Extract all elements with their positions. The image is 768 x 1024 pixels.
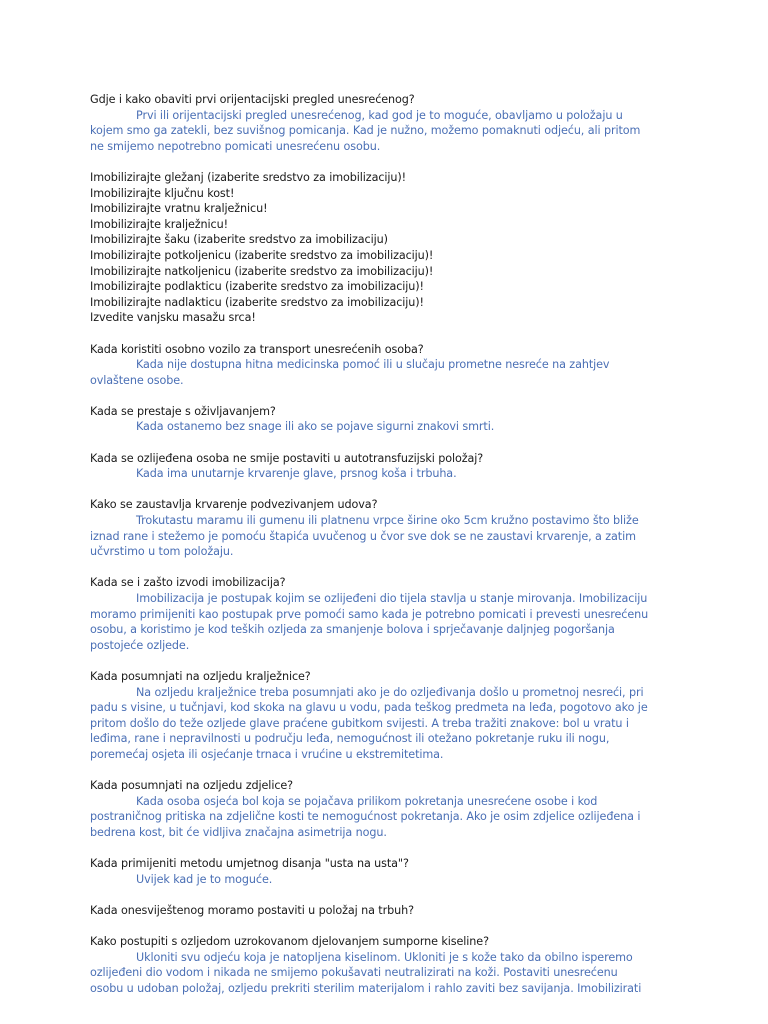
spacer	[90, 560, 650, 576]
question-stop-resuscitation: Kada se prestaje s oživljavanjem?	[90, 404, 276, 418]
instruction-list	[90, 170, 650, 326]
instruction-item: Imobilizirajte kralježnicu!	[90, 217, 228, 231]
answer-sulfuric-acid: Ukloniti svu odjeću koja je natopljena kiselinom. Ukloniti je s kože tako da obilno isperemo ozlijeđeni dio vodom i nikada ne smijemo pokušavati neutralizirati na koži. Postaviti unesrećenu osobu u udoban položaj, ozljedu prekriti sterilim materijalom i rahlo zaviti bez savijanja. Imobilizirati	[90, 950, 642, 995]
spacer	[90, 763, 650, 779]
spacer	[90, 841, 650, 857]
answer-mouth-to-mouth: Uvijek kad je to moguće.	[136, 872, 273, 886]
spacer	[90, 653, 650, 669]
question-mouth-to-mouth: Kada primijeniti metodu umjetnog disanja "usta na usta"?	[90, 857, 409, 871]
instruction-item: Imobilizirajte vratnu kralježnicu!	[90, 202, 268, 216]
instruction-item: Imobilizirajte gležanj (izaberite sredstvo za imobilizaciju)!	[90, 170, 407, 184]
answer-pelvis-injury: Kada osoba osjeća bol koja se pojačava prilikom pokretanja unesrećene osobe i kod postraničnog pritiska na zdjelične kosti te nemogućnost pokretanja. Ako je osim zdjelice ozlijeđena i bedrena kost, bit će vidljiva značajna asimetrija nogu.	[90, 794, 641, 839]
question-prone-position: Kada onesviještenog moramo postaviti u položaj na trbuh?	[90, 903, 414, 917]
question-tourniquet: Kako se zaustavlja krvarenje podvezivanjem udova?	[90, 498, 378, 512]
question-autotransfusion: Kada se ozlijeđena osoba ne smije postaviti u autotransfuzijski položaj?	[90, 451, 484, 465]
question-spine-injury: Kada posumnjati na ozljedu kralježnice?	[90, 669, 311, 683]
document-page	[90, 92, 650, 996]
question-immobilization: Kada se i zašto izvodi imobilizacija?	[90, 576, 286, 590]
spacer	[90, 388, 650, 404]
spacer	[90, 887, 650, 903]
answer-stop-resuscitation: Kada ostanemo bez snage ili ako se pojave sigurni znakovi smrti.	[136, 420, 495, 434]
instruction-item: Imobilizirajte podlakticu (izaberite sredstvo za imobilizaciju)!	[90, 280, 424, 294]
instruction-item: Imobilizirajte potkoljenicu (izaberite sredstvo za imobilizaciju)!	[90, 248, 434, 262]
instruction-item: Imobilizirajte šaku (izaberite sredstvo za imobilizaciju)	[90, 233, 388, 247]
question-private-vehicle: Kada koristiti osobno vozilo za transport unesrećenih osoba?	[90, 342, 424, 356]
answer-private-vehicle: Kada nije dostupna hitna medicinska pomoć ili u slučaju prometne nesreće na zahtjev ovlaštene osobe.	[90, 358, 610, 387]
spacer	[90, 435, 650, 451]
answer-immobilization: Imobilizacija je postupak kojim se ozlijeđeni dio tijela stavlja u stanje mirovanja. Imobilizaciju moramo primijeniti kao postupak prve pomoći samo kada je potrebno pomicati i prevesti unesrećenu osobu, a koristimo je kod teških ozljeda za smanjenje bolova i sprječavanje daljnjeg pogoršanja postojeće ozljede.	[90, 592, 649, 652]
answer-first-exam: Prvi ili orijentacijski pregled unesrećenog, kad god je to moguće, obavljamo u položaju u kojem smo ga zatekli, bez suvišnog pomicanja. Kad je nužno, možemo pomaknuti odjeću, ali pritom ne smijemo nepotrebno pomicati unesrećenu osobu.	[90, 108, 641, 153]
spacer	[90, 326, 650, 342]
question-sulfuric-acid: Kako postupiti s ozljedom uzrokovanom djelovanjem sumporne kiseline?	[90, 935, 489, 949]
question-pelvis-injury: Kada posumnjati na ozljedu zdjelice?	[90, 779, 293, 793]
spacer	[90, 918, 650, 934]
instruction-item: Izvedite vanjsku masažu srca!	[90, 311, 256, 325]
spacer	[90, 154, 650, 170]
question-first-exam: Gdje i kako obaviti prvi orijentacijski pregled unesrećenog?	[90, 93, 415, 106]
instruction-item: Imobilizirajte ključnu kost!	[90, 186, 235, 200]
instruction-item: Imobilizirajte nadlakticu (izaberite sredstvo za imobilizaciju)!	[90, 295, 424, 309]
instruction-item: Imobilizirajte natkoljenicu (izaberite sredstvo za imobilizaciju)!	[90, 264, 434, 278]
answer-spine-injury: Na ozljedu kralježnice treba posumnjati ako je do ozljeđivanja došlo u prometnoj nesreći, pri padu s visine, u tučnjavi, kod skoka na glavu u vodu, pada teškog predmeta na leđa, pogotovo ako je pritom došlo do teže ozljede glave praćene gubitkom svijesti. A treba tražiti znakove: bol u vratu i leđima, rane i nepravilnosti u području leđa, nemogućnost ili otežano pokretanje ruku ili nogu, poremećaj osjeta ili osjećanje trnaca i vrućine u ekstremitetima.	[90, 685, 648, 761]
spacer	[90, 482, 650, 498]
answer-tourniquet: Trokutastu maramu ili gumenu ili platnenu vrpce širine oko 5cm kružno postavimo što bliže iznad rane i stežemo je pomoću štapića uvučenog u čvor sve dok se ne zaustavi krvarenje, a zatim učvrstimo u tom položaju.	[90, 514, 639, 559]
answer-autotransfusion: Kada ima unutarnje krvarenje glave, prsnog koša i trbuha.	[136, 467, 457, 481]
